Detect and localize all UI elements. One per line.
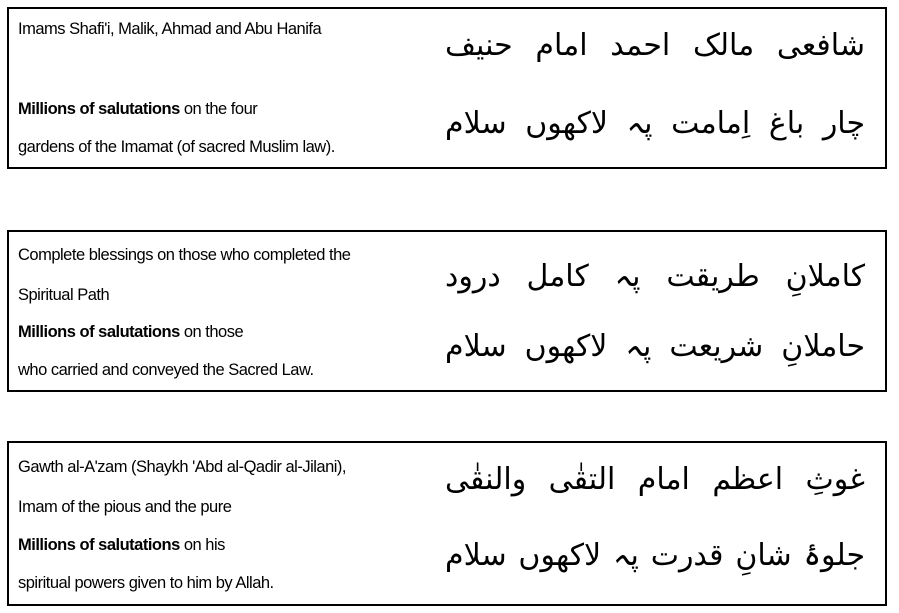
english-line: Millions of salutations on those bbox=[18, 323, 244, 341]
urdu-line: کاملانِ طریقت پہ کامل درود bbox=[445, 259, 865, 294]
bold-phrase: Millions of salutations bbox=[18, 100, 180, 118]
bold-phrase: Millions of salutations bbox=[18, 323, 180, 341]
urdu-line: شافعی مالک احمد امام حنیف bbox=[445, 28, 865, 63]
urdu-line: جلوۂ شانِ قدرت پہ لاکھوں سلام bbox=[445, 538, 865, 573]
bold-phrase: Millions of salutations bbox=[18, 536, 180, 554]
english-line: who carried and conveyed the Sacred Law. bbox=[18, 361, 314, 379]
english-line: gardens of the Imamat (of sacred Muslim law). bbox=[18, 138, 335, 156]
english-line: Complete blessings on those who completed the bbox=[18, 246, 351, 264]
english-line: Imam of the pious and the pure bbox=[18, 498, 232, 516]
verse-box-2 bbox=[7, 230, 887, 392]
verse-box-1 bbox=[7, 7, 887, 169]
verse-box-3 bbox=[7, 441, 887, 606]
english-line: spiritual powers given to him by Allah. bbox=[18, 574, 274, 592]
english-line: Millions of salutations on his bbox=[18, 536, 225, 554]
english-line: Gawth al-A'zam (Shaykh 'Abd al-Qadir al-Jilani), bbox=[18, 458, 347, 476]
urdu-line: غوثِ اعظم امام التقٰی والنقٰی bbox=[445, 462, 865, 497]
english-line: Millions of salutations on the four bbox=[18, 100, 258, 118]
urdu-line: حاملانِ شریعت پہ لاکھوں سلام bbox=[445, 329, 865, 364]
urdu-line: چار باغ اِمامت پہ لاکھوں سلام bbox=[445, 106, 865, 141]
english-line: Spiritual Path bbox=[18, 286, 110, 304]
english-line: Imams Shafi'i, Malik, Ahmad and Abu Hanifa bbox=[18, 20, 322, 38]
